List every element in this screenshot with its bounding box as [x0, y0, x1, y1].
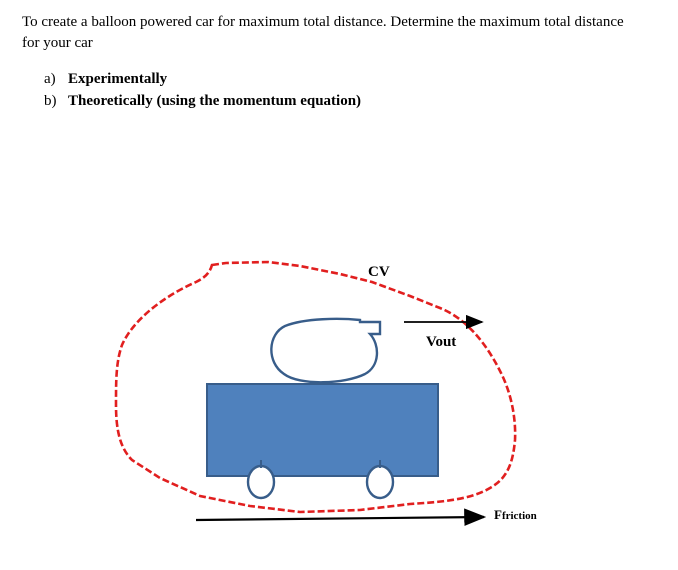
part-a-text: Experimentally [68, 71, 168, 87]
friction-label-main: F [494, 507, 502, 522]
vout-label: Vout [426, 334, 457, 350]
question-text: To create a balloon powered car for maximum total distance. Determine the maximum total distance for your car [22, 14, 624, 51]
part-b-marker: b) [44, 93, 57, 109]
part-b-text: Theoretically (using the momentum equation) [68, 93, 362, 109]
friction-label-sub: friction [501, 510, 537, 522]
friction-label [494, 507, 537, 522]
car-body [207, 384, 438, 476]
part-a-marker: a) [44, 71, 56, 87]
cv-label: CV [368, 264, 390, 280]
friction-arrow [196, 517, 484, 520]
balloon-shape [271, 319, 380, 382]
